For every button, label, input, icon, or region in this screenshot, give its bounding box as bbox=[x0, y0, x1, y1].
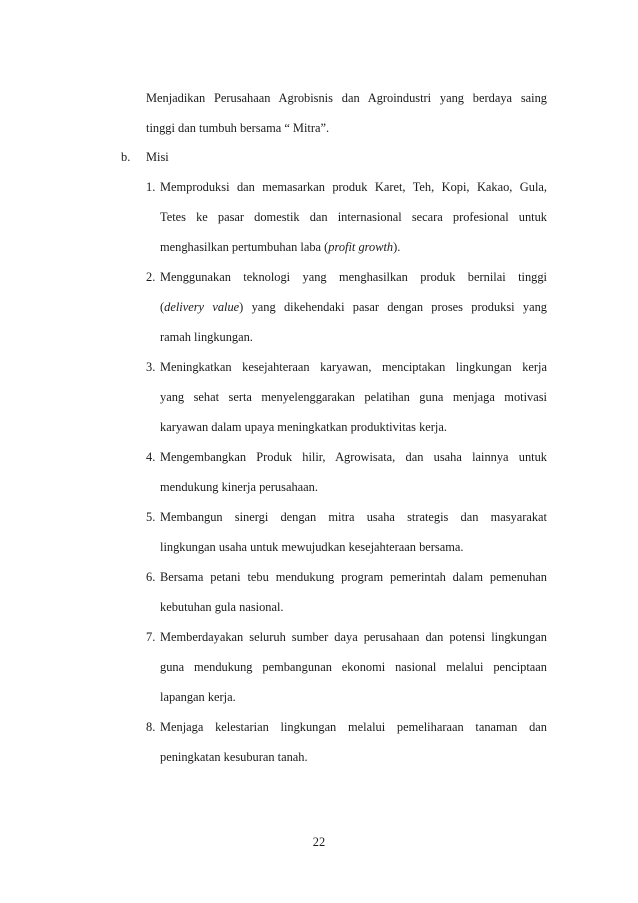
item-line: Mengembangkan Produk hilir, Agrowisata, dan usaha lainnya untuk bbox=[160, 450, 547, 464]
misi-title: Misi bbox=[146, 150, 169, 164]
item-line: Meningkatkan kesejahteraan karyawan, menciptakan lingkungan kerja bbox=[160, 360, 547, 374]
item-text: ) yang dikehendaki pasar dengan proses produksi yang bbox=[239, 300, 547, 314]
item-line: ramah lingkungan. bbox=[160, 330, 253, 344]
item-line bbox=[160, 239, 547, 269]
visi-line: tinggi dan tumbuh bersama “ Mitra”. bbox=[146, 121, 330, 135]
misi-item bbox=[146, 569, 547, 629]
item-number: 5. bbox=[146, 510, 156, 524]
item-number: 2. bbox=[146, 270, 156, 284]
misi-item bbox=[146, 719, 547, 779]
item-line: Memproduksi dan memasarkan produk Karet, Teh, Kopi, Kakao, Gula, bbox=[160, 180, 547, 194]
item-line: lapangan kerja. bbox=[160, 690, 236, 704]
misi-list bbox=[146, 179, 547, 779]
item-italic-term: delivery value bbox=[164, 300, 240, 314]
misi-item bbox=[146, 269, 547, 359]
visi-paragraph bbox=[146, 90, 547, 150]
item-italic-term: profit growth bbox=[328, 240, 394, 254]
item-number: 1. bbox=[146, 180, 156, 194]
page-number: 22 bbox=[312, 835, 326, 849]
item-line bbox=[160, 299, 547, 329]
item-line: Memberdayakan seluruh sumber daya perusahaan dan potensi lingkungan bbox=[160, 630, 547, 644]
item-number: 8. bbox=[146, 720, 156, 734]
visi-line: Menjadikan Perusahaan Agrobisnis dan Agroindustri yang berdaya saing bbox=[146, 91, 547, 105]
item-line: yang sehat serta menyelenggarakan pelatihan guna menjaga motivasi bbox=[160, 390, 547, 404]
item-line: Membangun sinergi dengan mitra usaha strategis dan masyarakat bbox=[160, 510, 547, 524]
item-line: lingkungan usaha untuk mewujudkan kesejahteraan bersama. bbox=[160, 540, 464, 554]
misi-item bbox=[146, 359, 547, 449]
item-line: Bersama petani tebu mendukung program pemerintah dalam pemenuhan bbox=[160, 570, 547, 584]
item-line: peningkatan kesuburan tanah. bbox=[160, 750, 308, 764]
item-text: ). bbox=[393, 240, 401, 254]
misi-marker: b. bbox=[121, 150, 131, 164]
item-line: karyawan dalam upaya meningkatkan produktivitas kerja. bbox=[160, 420, 447, 434]
item-number: 3. bbox=[146, 360, 156, 374]
item-text: ( bbox=[160, 300, 165, 314]
item-line: mendukung kinerja perusahaan. bbox=[160, 480, 318, 494]
item-line: Menjaga kelestarian lingkungan melalui pemeliharaan tanaman dan bbox=[160, 720, 547, 734]
misi-item bbox=[146, 629, 547, 719]
item-number: 6. bbox=[146, 570, 156, 584]
item-number: 4. bbox=[146, 450, 156, 464]
misi-item bbox=[146, 509, 547, 569]
misi-heading bbox=[121, 149, 169, 179]
item-line: guna mendukung pembangunan ekonomi nasional melalui penciptaan bbox=[160, 660, 547, 674]
misi-item bbox=[146, 179, 547, 269]
item-line: Menggunakan teknologi yang menghasilkan produk bernilai tinggi bbox=[160, 270, 547, 284]
item-number: 7. bbox=[146, 630, 156, 644]
misi-item bbox=[146, 449, 547, 509]
item-text: menghasilkan pertumbuhan laba ( bbox=[160, 240, 329, 254]
item-line: kebutuhan gula nasional. bbox=[160, 600, 284, 614]
item-line: Tetes ke pasar domestik dan internasional secara profesional untuk bbox=[160, 210, 547, 224]
